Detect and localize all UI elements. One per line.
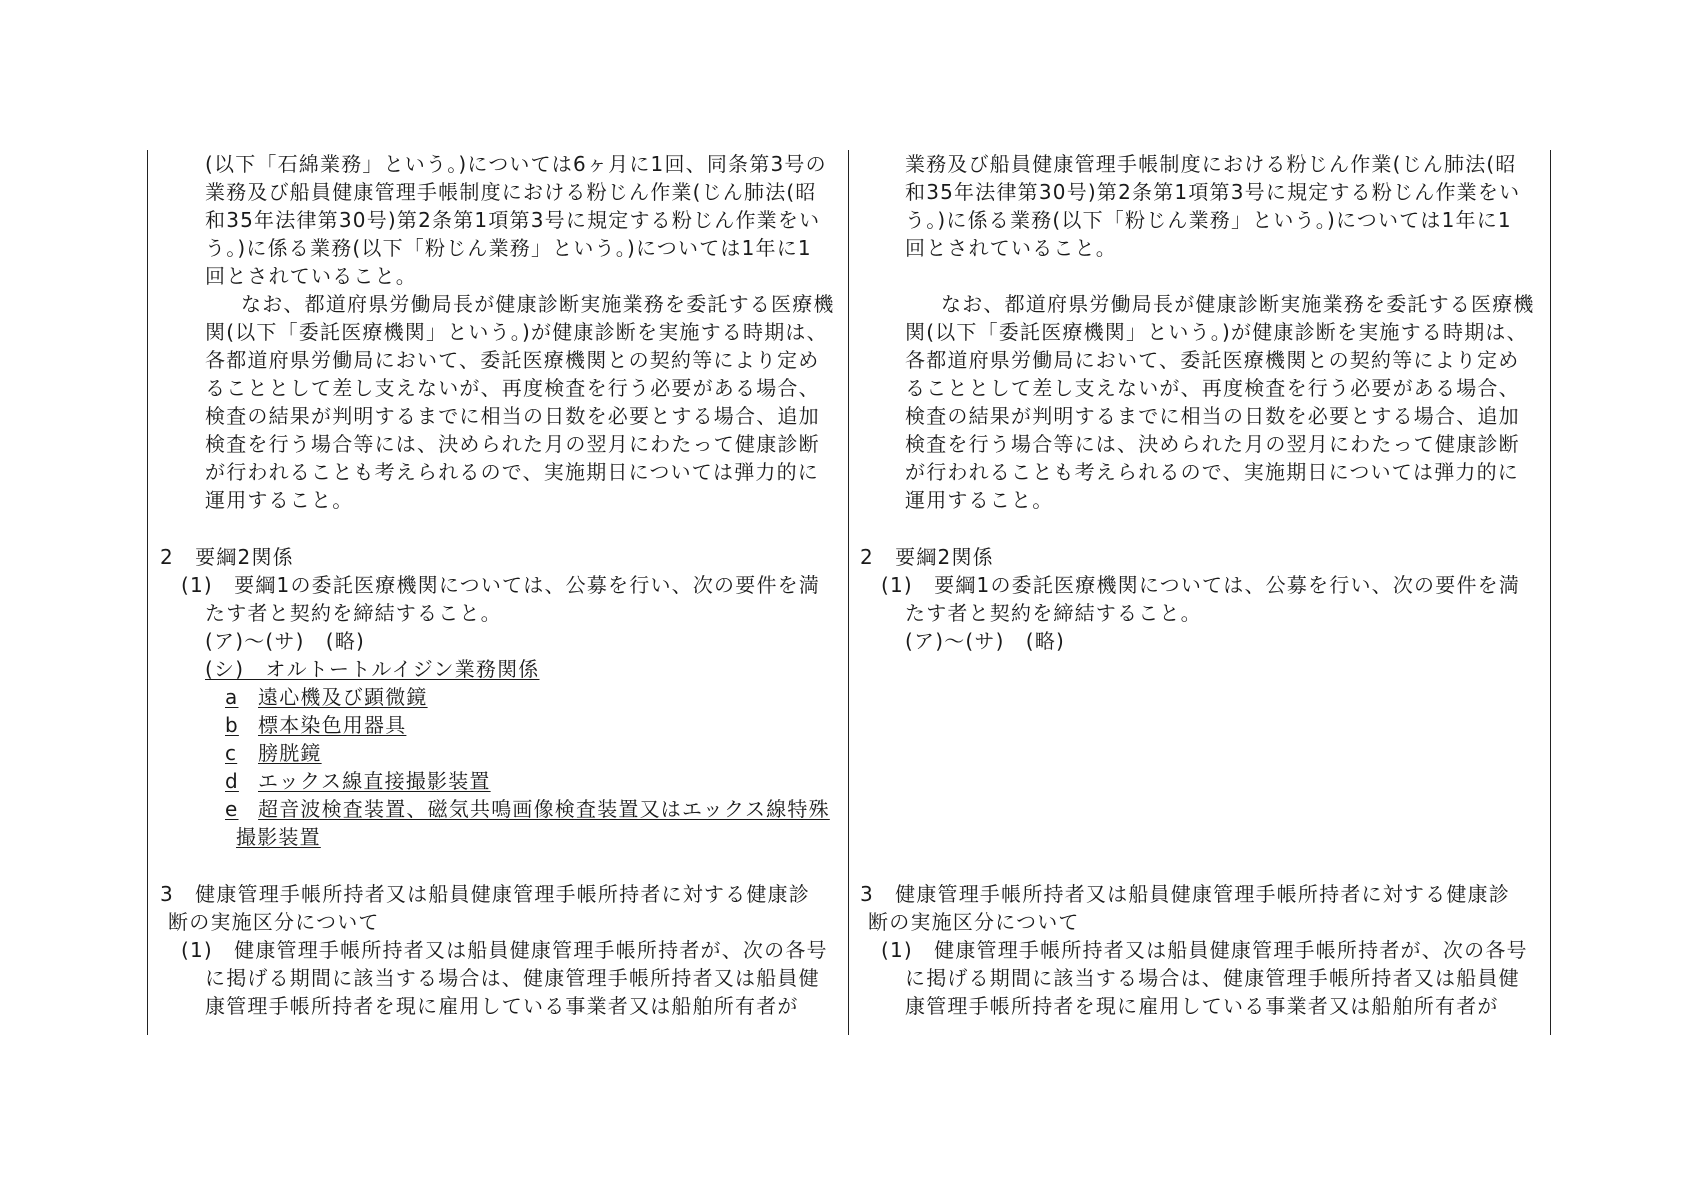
omitted-items: (ア)～(サ) (略) bbox=[905, 629, 1066, 653]
text-line: たす者と契約を締結すること。 bbox=[205, 601, 502, 625]
text-line: 和35年法律第30号)第2条第1項第3号に規定する粉じん作業をい bbox=[905, 180, 1521, 204]
text-line: 業務及び船員健康管理手帳制度における粉じん作業(じん肺法(昭 bbox=[905, 152, 1517, 176]
comparison-table bbox=[147, 150, 1551, 1035]
text-line: 康管理手帳所持者を現に雇用している事業者又は船舶所有者が bbox=[205, 994, 799, 1018]
text-line: (1) 健康管理手帳所持者又は船員健康管理手帳所持者が、次の各号 bbox=[181, 938, 828, 962]
new-item-heading: (シ) オルトートルイジン業務関係 bbox=[205, 657, 540, 681]
text-line: 関(以下「委託医療機関」という。)が健康診断を実施する時期は、 bbox=[905, 320, 1528, 344]
text-line: が行われることも考えられるので、実施期日については弾力的に bbox=[905, 460, 1519, 484]
text-line: 康管理手帳所持者を現に雇用している事業者又は船舶所有者が bbox=[905, 994, 1499, 1018]
text-line: ることとして差し支えないが、再度検査を行う必要がある場合、 bbox=[205, 376, 820, 400]
omitted-items: (ア)～(サ) (略) bbox=[205, 629, 366, 653]
text-line: ることとして差し支えないが、再度検査を行う必要がある場合、 bbox=[905, 376, 1520, 400]
equipment-item-continued: 撮影装置 bbox=[236, 825, 321, 849]
text-line: 和35年法律第30号)第2条第1項第3号に規定する粉じん作業をい bbox=[205, 208, 821, 232]
text-line: (1) 要綱1の委託医療機関については、公募を行い、次の要件を満 bbox=[881, 573, 1521, 597]
text-line: (以下「石綿業務」という。)については6ヶ月に1回、同条第3号の bbox=[205, 152, 827, 176]
text-line: 業務及び船員健康管理手帳制度における粉じん作業(じん肺法(昭 bbox=[205, 180, 817, 204]
equipment-letter: c bbox=[225, 741, 238, 765]
text-line: に掲げる期間に該当する場合は、健康管理手帳所持者又は船員健 bbox=[205, 966, 820, 990]
section-3-heading-continued: 断の実施区分について bbox=[168, 910, 380, 934]
text-line: 検査の結果が判明するまでに相当の日数を必要とする場合、追加 bbox=[905, 404, 1520, 428]
text-line: 運用すること。 bbox=[205, 488, 354, 512]
text-line: に掲げる期間に該当する場合は、健康管理手帳所持者又は船員健 bbox=[905, 966, 1520, 990]
section-2-heading: 2 要綱2関係 bbox=[160, 545, 294, 569]
text-line: が行われることも考えられるので、実施期日については弾力的に bbox=[205, 460, 819, 484]
equipment-letter: b bbox=[225, 713, 239, 737]
equipment-item: 超音波検査装置、磁気共鳴画像検査装置又はエックス線特殊 bbox=[258, 797, 830, 821]
text-line: なお、都道府県労働局長が健康診断実施業務を委託する医療機 bbox=[241, 292, 835, 316]
text-line: 検査の結果が判明するまでに相当の日数を必要とする場合、追加 bbox=[205, 404, 820, 428]
text-line: 回とされていること。 bbox=[205, 264, 417, 288]
text-line: (1) 健康管理手帳所持者又は船員健康管理手帳所持者が、次の各号 bbox=[881, 938, 1528, 962]
equipment-item: 遠心機及び顕微鏡 bbox=[258, 685, 428, 709]
section-3-heading: 3 健康管理手帳所持者又は船員健康管理手帳所持者に対する健康診 bbox=[160, 882, 810, 906]
equipment-item: エックス線直接撮影装置 bbox=[258, 769, 491, 793]
current-column bbox=[850, 150, 1550, 1035]
section-2-heading: 2 要綱2関係 bbox=[860, 545, 994, 569]
text-line: 検査を行う場合等には、決められた月の翌月にわたって健康診断 bbox=[905, 432, 1520, 456]
text-line: 運用すること。 bbox=[905, 488, 1054, 512]
text-line: 各都道府県労働局において、委託医療機関との契約等により定め bbox=[905, 348, 1520, 372]
equipment-letter: e bbox=[225, 797, 239, 821]
section-3-heading: 3 健康管理手帳所持者又は船員健康管理手帳所持者に対する健康診 bbox=[860, 882, 1510, 906]
text-line: 関(以下「委託医療機関」という。)が健康診断を実施する時期は、 bbox=[205, 320, 828, 344]
equipment-item: 膀胱鏡 bbox=[258, 741, 322, 765]
text-line: う。)に係る業務(以下「粉じん業務」という。)については1年に1 bbox=[905, 208, 1512, 232]
text-line: 検査を行う場合等には、決められた月の翌月にわたって健康診断 bbox=[205, 432, 820, 456]
text-line: たす者と契約を締結すること。 bbox=[905, 601, 1202, 625]
revised-column bbox=[148, 150, 849, 1035]
text-line: (1) 要綱1の委託医療機関については、公募を行い、次の要件を満 bbox=[181, 573, 821, 597]
text-line: う。)に係る業務(以下「粉じん業務」という。)については1年に1 bbox=[205, 236, 812, 260]
equipment-letter: d bbox=[225, 769, 239, 793]
equipment-letter: a bbox=[225, 685, 239, 709]
equipment-item: 標本染色用器具 bbox=[258, 713, 407, 737]
text-line: 各都道府県労働局において、委託医療機関との契約等により定め bbox=[205, 348, 820, 372]
section-3-heading-continued: 断の実施区分について bbox=[868, 910, 1080, 934]
text-line: 回とされていること。 bbox=[905, 236, 1117, 260]
text-line: なお、都道府県労働局長が健康診断実施業務を委託する医療機 bbox=[941, 292, 1535, 316]
